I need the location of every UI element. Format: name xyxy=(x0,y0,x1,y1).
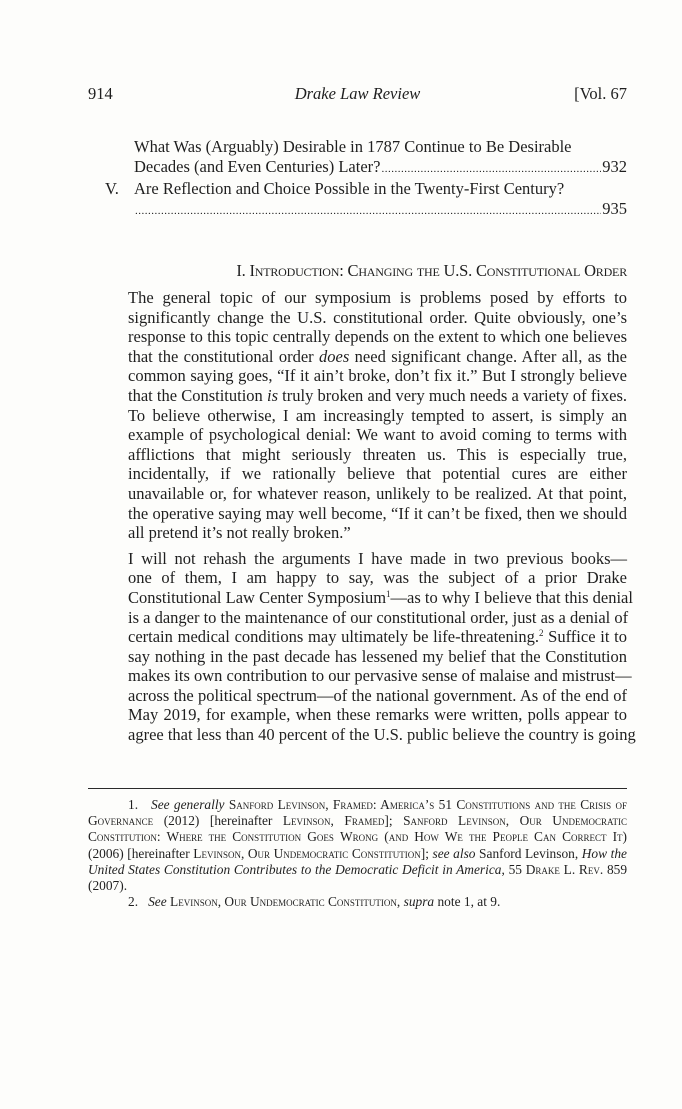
toc-entry-number: V. xyxy=(105,179,119,198)
text-run: ]; xyxy=(420,845,429,861)
text-run: need significant change. After all, as the xyxy=(354,346,627,366)
signal: supra xyxy=(403,894,435,910)
text-run: —as to why I believe that this denial xyxy=(390,587,633,607)
text-line: is a danger to the maintenance of our constitutional order, just as a denial of xyxy=(128,607,629,627)
toc-entry[interactable] xyxy=(88,137,627,179)
text-line: makes its own contribution to our pervasive sense of malaise and mistrust— xyxy=(128,666,632,686)
text-line xyxy=(88,347,627,367)
text-run: (2012) [hereinafter xyxy=(163,813,273,829)
footnotes xyxy=(88,797,627,910)
citation-author: Sanford Levinson, xyxy=(479,845,579,861)
running-head xyxy=(88,83,627,105)
text-line xyxy=(88,587,633,608)
footnote-1 xyxy=(88,797,627,894)
signal: see also xyxy=(432,845,476,861)
article-title: Constitution Contributes to the Democratic Deficit in America xyxy=(163,861,502,877)
dot-leader xyxy=(381,157,601,179)
text-line: response to this topic centrally depends on the extent to which one believes xyxy=(128,327,627,347)
text-run: (2007). xyxy=(88,878,128,894)
citation-short: Levinson, Framed xyxy=(282,813,385,829)
text-line: The general topic of our symposium is problems posed by efforts to xyxy=(128,288,627,307)
dot-leader xyxy=(135,199,601,221)
emphasis: does xyxy=(319,346,350,366)
text-line: say nothing in the past decade has lessened my belief that the Constitution xyxy=(128,646,627,666)
text-line: afflictions that might seriously threaten us. This is especially true, xyxy=(128,444,627,464)
text-run: Constitutional Law Center Symposium xyxy=(128,587,387,607)
citation-title: Levinson, Our Undemocratic Constitution: Where the Constitution Goes xyxy=(88,813,627,845)
footnote-2 xyxy=(88,894,627,910)
toc-entry-page: 932 xyxy=(602,157,627,176)
text-run: that the constitutional order xyxy=(128,346,314,366)
text-line: unavailable or, for whatever reason, unlikely to be realized. At that point, xyxy=(128,483,627,503)
text-line xyxy=(88,386,627,406)
footnote-number: 1. xyxy=(128,797,139,812)
text-line: across the political spectrum—of the national government. As of the end of xyxy=(128,685,627,705)
text-line: one of them, I am happy to say, was the subject of a prior Drake xyxy=(128,568,627,588)
footnote-divider xyxy=(88,788,627,789)
text-line: I will not rehash the arguments I have made in two previous books— xyxy=(128,548,627,568)
text-line: example of psychological denial: We want to avoid coming to terms with xyxy=(128,425,627,445)
paragraph xyxy=(88,548,636,745)
page-number: 914 xyxy=(88,84,113,103)
body-text xyxy=(88,288,636,751)
text-run: , xyxy=(396,894,401,910)
text-run: ]; xyxy=(384,813,393,829)
citation-author: Sanford xyxy=(403,813,448,829)
footnote-ref-2[interactable]: 2 xyxy=(538,628,544,639)
text-run: 859 xyxy=(606,861,628,877)
text-line: significantly change the U.S. constitutional order. Quite obviously, one’s xyxy=(128,307,627,327)
text-line: agree that less than 40 percent of the U.S. public believe the country is going xyxy=(128,725,636,745)
citation-short: Levinson, Our Undemocratic Constitution xyxy=(170,894,397,910)
journal-title: Drake Law Review xyxy=(294,84,421,103)
text-run: Suffice it to xyxy=(543,627,627,647)
text-run: truly broken and very much needs a variety of fixes. xyxy=(282,385,628,405)
toc-entry-title-line1: What Was (Arguably) Desirable in 1787 Continue to Be Desirable xyxy=(134,137,572,156)
footnote-number: 2. xyxy=(128,894,139,910)
text-line: To believe otherwise, I am increasingly tempted to assert, is simply an xyxy=(128,405,627,425)
text-run: , 55 xyxy=(501,861,522,877)
text-run: that the Constitution xyxy=(128,385,263,405)
citation-short: Our Undemocratic Constitution xyxy=(247,845,421,861)
citation-title: Sanford Levinson, Framed: America’s 51 Constitutions xyxy=(228,797,531,812)
text-line: all pretend it’s not really broken.” xyxy=(128,523,351,543)
text-line: the operative saying may well become, “If it can’t be fixed, then we should xyxy=(128,503,627,523)
text-run: note 1, at 9. xyxy=(437,894,501,910)
footnote-ref-1[interactable]: 1 xyxy=(386,588,391,599)
table-of-contents xyxy=(88,137,627,221)
text-line: common saying goes, “If it ain’t broke, don’t fix it.” But I strongly believe xyxy=(128,366,627,386)
toc-entry-page: 935 xyxy=(602,199,627,218)
signal: See generally xyxy=(151,797,225,812)
article-title: How the United States xyxy=(88,845,627,877)
citation-title: and the Crisis of Governance xyxy=(88,797,628,829)
volume-label: [Vol. 67 xyxy=(574,84,627,103)
paragraph xyxy=(88,288,627,543)
text-line: incidentally, if we rationally believe that potential cures are either xyxy=(128,464,627,484)
journal-abbrev: Drake L. Rev. xyxy=(525,861,604,877)
section-heading: I. Introduction: Changing the U.S. Constitutional Order xyxy=(236,261,627,280)
toc-entry-title-line1: Are Reflection and Choice Possible in the Twenty-First Century? xyxy=(134,179,565,198)
toc-entry[interactable] xyxy=(88,179,627,221)
text-run: (2006) [hereinafter xyxy=(88,845,190,861)
citation-short: Levinson, xyxy=(193,845,245,861)
text-run: certain medical conditions may ultimately be life-threatening. xyxy=(128,627,539,647)
signal: See xyxy=(148,894,167,910)
toc-entry-title-line2: Decades (and Even Centuries) Later? xyxy=(134,157,381,176)
text-line xyxy=(88,627,627,647)
emphasis: is xyxy=(266,385,278,405)
text-line: May 2019, for example, when these remarks were written, polls appear to xyxy=(128,705,627,725)
citation-title: Wrong (and How We the People Can Correct It) xyxy=(340,829,627,845)
